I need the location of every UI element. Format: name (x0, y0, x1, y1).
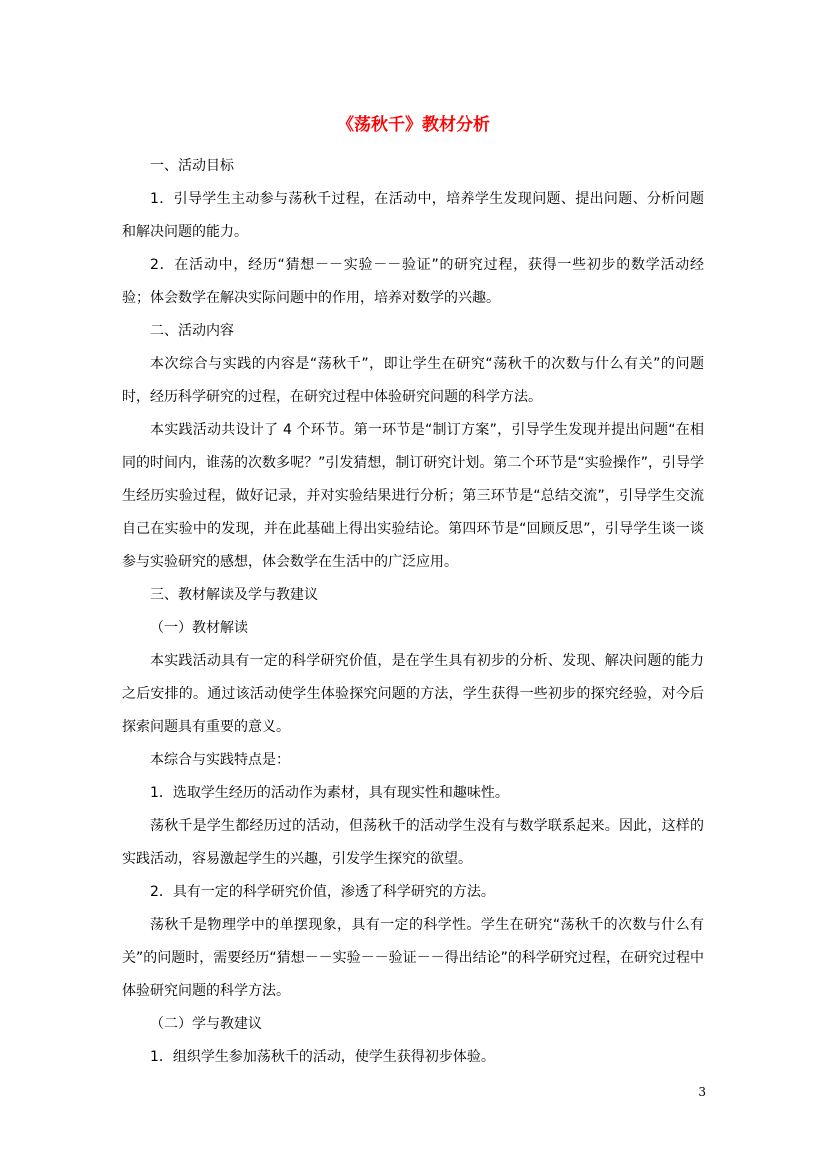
subsection-heading-suggestions: （二）学与教建议 (150, 1016, 262, 1032)
features-intro: 本综合与实践特点是： (150, 752, 290, 768)
goal-item-2: 2．在活动中，经历“猜想－－实验－－验证”的研究过程，获得一些初步的数学活动经验；体会数学在解决实际问题中的作用，培养对数学的兴趣。 (122, 257, 704, 306)
reading-paragraph: 本实践活动具有一定的科学研究价值，是在学生具有初步的分析、发现、解决问题的能力之后安排的。通过该活动使学生体验探究问题的方法，学生获得一些初步的探究经验，对今后探索问题具有重要的意义。 (122, 653, 704, 735)
section-heading-content: 二、活动内容 (150, 323, 234, 339)
document-body (122, 150, 704, 1074)
feature-1-explanation: 荡秋千是学生都经历过的活动，但荡秋千的活动学生没有与数学联系起来。因此，这样的实践活动，容易激起学生的兴趣，引发学生探究的欲望。 (122, 818, 704, 867)
suggestion-item-1: 1．组织学生参加荡秋千的活动，使学生获得初步体验。 (150, 1049, 495, 1065)
document-title: 《荡秋千》教材分析 (337, 115, 490, 135)
goal-item-1: 1．引导学生主动参与荡秋千过程，在活动中，培养学生发现问题、提出问题、分析问题和解决问题的能力。 (122, 191, 704, 240)
feature-item-2: 2．具有一定的科学研究价值，渗透了科学研究的方法。 (150, 884, 495, 900)
content-paragraph-2: 本实践活动共设计了 4 个环节。第一环节是“制订方案”，引导学生发现并提出问题“在相同的时间内，谁荡的次数多呢？”引发猜想，制订研究计划。第二个环节是“实验操作”，引导学生经历实验过程，做好记录，并对实验结果进行分析；第三环节是“总结交流”，引导学生交流自己在实验中的发现，并在此基础上得出实验结论。第四环节是“回顾反思”，引导学生谈一谈参与实验研究的感想，体会数学在生活中的广泛应用。 (122, 422, 704, 570)
content-paragraph-1: 本次综合与实践的内容是“荡秋千”，即让学生在研究“荡秋千的次数与什么有关”的问题时，经历科学研究的过程，在研究过程中体验研究问题的科学方法。 (122, 356, 704, 405)
page-number: 3 (698, 1085, 706, 1099)
feature-2-explanation: 荡秋千是物理学中的单摆现象，具有一定的科学性。学生在研究“荡秋千的次数与什么有关”的问题时，需要经历“猜想－－实验－－验证－－得出结论”的科学研究过程，在研究过程中体验研究问题的科学方法。 (122, 917, 704, 999)
feature-item-1: 1．选取学生经历的活动作为素材，具有现实性和趣味性。 (150, 785, 509, 801)
subsection-heading-reading: （一）教材解读 (150, 620, 248, 636)
section-heading-goals: 一、活动目标 (150, 158, 234, 174)
section-heading-analysis: 三、教材解读及学与教建议 (150, 587, 318, 603)
